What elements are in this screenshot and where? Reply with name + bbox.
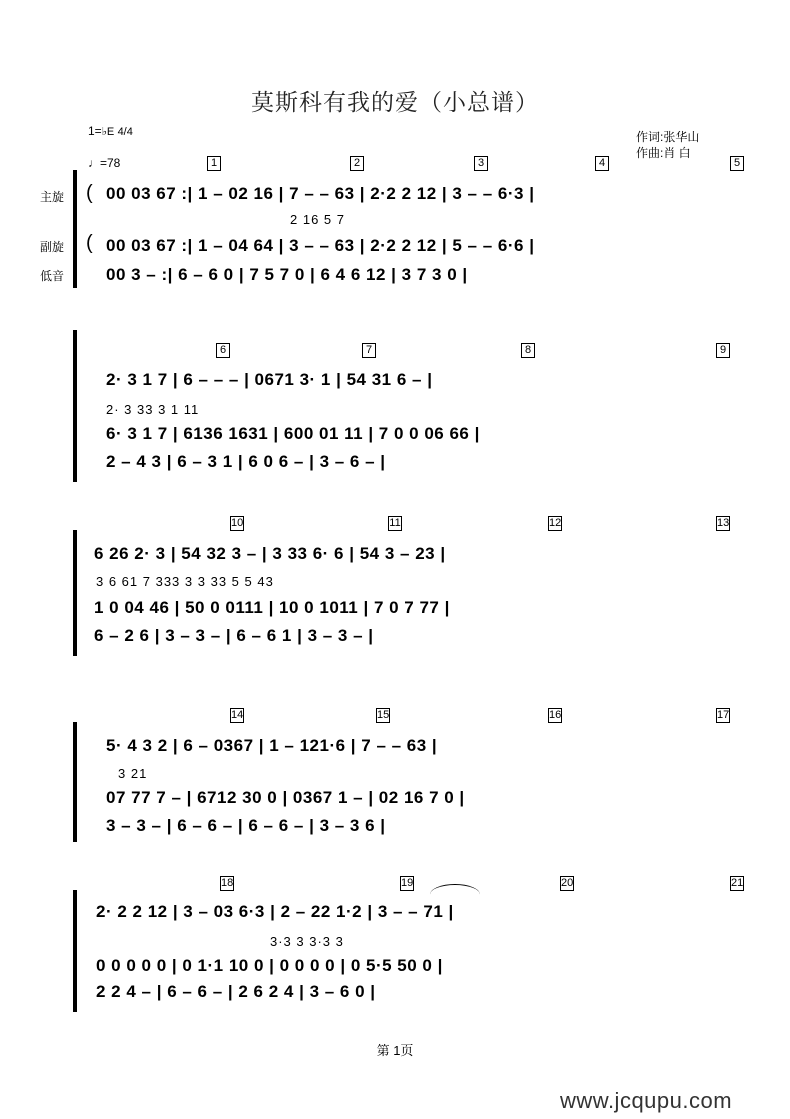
measure-number: 20 bbox=[561, 877, 574, 889]
system-5-melody: 2· 2 2 12 | 3 – 03 6·3 | 2 – 22 1·2 | 3 – – 71 | bbox=[96, 902, 454, 921]
system-3-mid: 3 6 61 7 333 3 3 33 5 5 43 bbox=[96, 574, 274, 589]
score-title: 莫斯科有我的爱（小总谱） bbox=[251, 90, 539, 116]
system-3-bracket bbox=[73, 530, 77, 656]
melody-paren: ( bbox=[86, 182, 93, 204]
system-5-harmony: 0 0 0 0 0 | 0 1·1 10 0 | 0 0 0 0 | 0 5·5 50 0 | bbox=[96, 956, 443, 975]
measure-number: 9 bbox=[716, 343, 730, 358]
watermark: www.jcqupu.com bbox=[560, 1088, 733, 1113]
system-4-bracket bbox=[73, 722, 77, 842]
system-2-bracket bbox=[73, 330, 77, 482]
time-signature: 4/4 bbox=[117, 126, 133, 138]
key-signature bbox=[88, 124, 133, 138]
measure-number: 16 bbox=[549, 709, 562, 721]
measure-number: 18 bbox=[221, 877, 234, 889]
system-2-mid: 2· 3 33 3 1 11 bbox=[106, 402, 200, 417]
measure-number: 3 bbox=[474, 156, 488, 171]
measure-number: 6 bbox=[216, 343, 230, 358]
measure-number: 10 bbox=[231, 517, 244, 529]
system-1-bracket bbox=[73, 170, 77, 288]
key-symbol: ♭E bbox=[101, 126, 115, 138]
system-3-melody: 6 26 2· 3 | 54 32 3 – | 3 33 6· 6 | 54 3 – 23 | bbox=[94, 544, 446, 563]
measure-number: 14 bbox=[231, 709, 244, 721]
composer-credit: 作曲:肖 白 bbox=[636, 146, 691, 160]
system-4-mid: 3 21 bbox=[118, 766, 148, 781]
system-2-harmony: 6· 3 1 7 | 6136 1631 | 600 01 11 | 7 0 0 06 66 | bbox=[106, 424, 480, 443]
system-5-bass: 2 2 4 – | 6 – 6 – | 2 6 2 4 | 3 – 6 0 | bbox=[96, 982, 376, 1001]
system-1-mid: 2 16 5 7 bbox=[290, 212, 345, 227]
tempo-mark: ♩=78 bbox=[88, 156, 121, 170]
measure-number: 2 bbox=[350, 156, 364, 171]
measure-number: 4 bbox=[595, 156, 609, 171]
measure-number: 19 bbox=[401, 877, 414, 889]
system-2-melody: 2· 3 1 7 | 6 – – – | 0671 3· 1 | 54 31 6 – | bbox=[106, 370, 433, 389]
system-4-bass: 3 – 3 – | 6 – 6 – | 6 – 6 – | 3 – 3 6 | bbox=[106, 816, 386, 835]
system-4-melody: 5· 4 3 2 | 6 – 0367 | 1 – 121·6 | 7 – – 63 | bbox=[106, 736, 438, 755]
system-1-harmony: 00 03 67 :| 1 – 04 64 | 3 – – 63 | 2·2 2 12 | 5 – – 6·6 | bbox=[106, 236, 535, 255]
measure-number: 17 bbox=[717, 709, 730, 721]
system-1-melody: 00 03 67 :| 1 – 02 16 | 7 – – 63 | 2·2 2 12 | 3 – – 6·3 | bbox=[106, 184, 535, 203]
lyricist-credit: 作词:张华山 bbox=[636, 130, 700, 144]
measure-number: 15 bbox=[377, 709, 390, 721]
measure-number: 13 bbox=[717, 517, 730, 529]
harmony-paren: ( bbox=[86, 232, 93, 254]
measure-number: 21 bbox=[731, 877, 744, 889]
label-melody: 主旋 bbox=[40, 190, 65, 204]
measure-number: 1 bbox=[207, 156, 221, 171]
measure-number: 7 bbox=[362, 343, 376, 358]
measure-number: 12 bbox=[549, 517, 562, 529]
system-5-bracket bbox=[73, 890, 77, 1012]
system-5-mid: 3·3 3 3·3 3 bbox=[270, 934, 344, 949]
system-1-bass: 00 3 – :| 6 – 6 0 | 7 5 7 0 | 6 4 6 12 | 3 7 3 0 | bbox=[106, 265, 468, 284]
system-2-bass: 2 – 4 3 | 6 – 3 1 | 6 0 6 – | 3 – 6 – | bbox=[106, 452, 386, 471]
measure-number: 5 bbox=[730, 156, 744, 171]
page-number: 第 1页 bbox=[376, 1043, 414, 1058]
label-bass: 低音 bbox=[40, 269, 65, 283]
measure-number: 8 bbox=[521, 343, 535, 358]
label-harmony: 副旋 bbox=[40, 240, 65, 254]
system-3-harmony: 1 0 04 46 | 50 0 0111 | 10 0 1011 | 7 0 7 77 | bbox=[94, 598, 450, 617]
measure-number: 11 bbox=[389, 517, 401, 529]
key-prefix: 1= bbox=[88, 124, 102, 138]
system-4-harmony: 07 77 7 – | 6712 30 0 | 0367 1 – | 02 16 7 0 | bbox=[106, 788, 465, 807]
system-3-bass: 6 – 2 6 | 3 – 3 – | 6 – 6 1 | 3 – 3 – | bbox=[94, 626, 374, 645]
